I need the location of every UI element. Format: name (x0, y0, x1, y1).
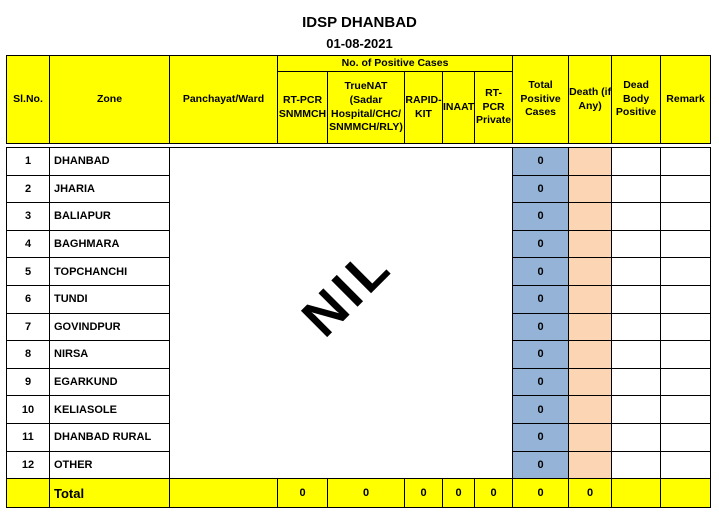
table-row (7, 148, 711, 176)
dead-body-cell (612, 285, 661, 313)
death-cell (569, 258, 612, 286)
dead-body-cell (612, 148, 661, 176)
col-rapid-kit: RAPID-KIT (405, 72, 443, 144)
zone-cell: DHANBAD RURAL (50, 423, 170, 451)
death-cell (569, 396, 612, 424)
total-total-positive: 0 (513, 479, 569, 508)
total-dead-body (612, 479, 661, 508)
zone-cell: TUNDI (50, 285, 170, 313)
remark-cell (661, 285, 711, 313)
sl-cell: 10 (7, 396, 50, 424)
zone-cell: BAGHMARA (50, 230, 170, 258)
sl-cell: 1 (7, 148, 50, 176)
report-date: 01-08-2021 (326, 36, 393, 51)
dead-body-cell (612, 203, 661, 231)
dead-body-cell (612, 313, 661, 341)
death-cell (569, 368, 612, 396)
death-cell (569, 313, 612, 341)
total-rapid-kit: 0 (405, 479, 443, 508)
total-remark (661, 479, 711, 508)
death-cell (569, 285, 612, 313)
death-cell (569, 423, 612, 451)
remark-cell (661, 423, 711, 451)
death-cell (569, 175, 612, 203)
total-positive-cell: 0 (513, 203, 569, 231)
dead-body-cell (612, 423, 661, 451)
remark-cell (661, 368, 711, 396)
total-positive-cell: 0 (513, 258, 569, 286)
dead-body-cell (612, 368, 661, 396)
sl-cell: 2 (7, 175, 50, 203)
zone-cell: OTHER (50, 451, 170, 479)
total-row (7, 479, 711, 508)
zone-cell: GOVINDPUR (50, 313, 170, 341)
remark-cell (661, 396, 711, 424)
total-positive-cell: 0 (513, 313, 569, 341)
dead-body-cell (612, 396, 661, 424)
inaat-cell (443, 148, 475, 479)
total-slno (7, 479, 50, 508)
panchayat-cell (170, 148, 278, 479)
remark-cell (661, 313, 711, 341)
remark-cell (661, 230, 711, 258)
dead-body-cell (612, 258, 661, 286)
total-panchayat (170, 479, 278, 508)
remark-cell (661, 175, 711, 203)
total-rtpcr-snmmch: 0 (278, 479, 328, 508)
report-title: IDSP DHANBAD (302, 14, 417, 31)
total-positive-cell: 0 (513, 341, 569, 369)
total-positive-cell: 0 (513, 423, 569, 451)
remark-cell (661, 451, 711, 479)
rtpcr-private-cell (475, 148, 513, 479)
sl-cell: 3 (7, 203, 50, 231)
col-rtpcr-snmmch: RT-PCR SNMMCH (278, 72, 328, 144)
dead-body-cell (612, 230, 661, 258)
sl-cell: 8 (7, 341, 50, 369)
col-zone: Zone (50, 56, 170, 144)
total-truenat: 0 (328, 479, 405, 508)
sl-cell: 9 (7, 368, 50, 396)
col-inaat: INAAT (443, 72, 475, 144)
sl-cell: 7 (7, 313, 50, 341)
total-positive-cell: 0 (513, 396, 569, 424)
death-cell (569, 230, 612, 258)
total-label: Total (50, 479, 170, 508)
col-death: Death (if Any) (569, 56, 612, 144)
zone-cell: BALIAPUR (50, 203, 170, 231)
total-positive-cell: 0 (513, 175, 569, 203)
total-inaat: 0 (443, 479, 475, 508)
total-positive-cell: 0 (513, 451, 569, 479)
sl-cell: 4 (7, 230, 50, 258)
remark-cell (661, 341, 711, 369)
total-positive-cell: 0 (513, 230, 569, 258)
zone-cell: TOPCHANCHI (50, 258, 170, 286)
dead-body-cell (612, 341, 661, 369)
death-cell (569, 148, 612, 176)
total-rtpcr-private: 0 (475, 479, 513, 508)
col-total-positive: Total Positive Cases (513, 56, 569, 144)
dead-body-cell (612, 451, 661, 479)
zone-cell: NIRSA (50, 341, 170, 369)
col-slno: Sl.No. (7, 56, 50, 144)
remark-cell (661, 258, 711, 286)
death-cell (569, 451, 612, 479)
col-remark: Remark (661, 56, 711, 144)
remark-cell (661, 148, 711, 176)
total-positive-cell: 0 (513, 368, 569, 396)
sl-cell: 5 (7, 258, 50, 286)
col-dead-body: Dead Body Positive (612, 56, 661, 144)
zone-cell: DHANBAD (50, 148, 170, 176)
col-truenat: TrueNAT (Sadar Hospital/CHC/ SNMMCH/RLY) (328, 72, 405, 144)
sl-cell: 12 (7, 451, 50, 479)
zone-cell: JHARIA (50, 175, 170, 203)
sl-cell: 11 (7, 423, 50, 451)
total-death: 0 (569, 479, 612, 508)
zone-cell: EGARKUND (50, 368, 170, 396)
remark-cell (661, 203, 711, 231)
total-positive-cell: 0 (513, 148, 569, 176)
col-panchayat: Panchayat/Ward (170, 56, 278, 144)
death-cell (569, 341, 612, 369)
death-cell (569, 203, 612, 231)
rapid-kit-cell (405, 148, 443, 479)
col-group-positive: No. of Positive Cases (278, 56, 513, 72)
nil-stamp: NIL (290, 235, 404, 349)
sl-cell: 6 (7, 285, 50, 313)
total-positive-cell: 0 (513, 285, 569, 313)
zone-cell: KELIASOLE (50, 396, 170, 424)
dead-body-cell (612, 175, 661, 203)
col-rtpcr-private: RT-PCR Private (475, 72, 513, 144)
